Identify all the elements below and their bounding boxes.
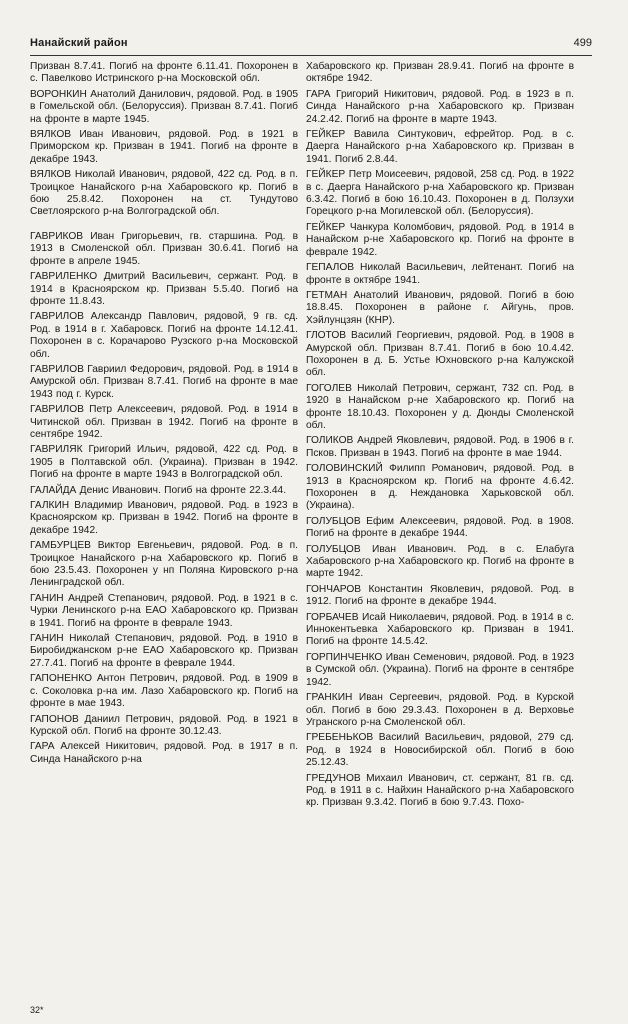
entry-paragraph: Призван 8.7.41. Погиб на фронте 6.11.41. Похоронен в с. Павелково Истринского р-на Московской обл.: [30, 61, 298, 85]
entry-paragraph: ГРЕБЕНЬКОВ Василий Васильевич, рядовой, 279 сд. Род. в 1924 в Новосибирской обл. Погиб в бою 25.12.43.: [306, 732, 574, 769]
page-number: 499: [573, 37, 592, 49]
entry-paragraph: ГАРА Алексей Никитович, рядовой. Род. в 1917 в п. Синда Нанайского р-на: [30, 741, 298, 765]
entry-paragraph: ГАНИН Андрей Степанович, рядовой. Род. в 1921 в с. Чурки Ленинского р-на ЕАО Хабаровского кр. Призван в 1941. Погиб на фронте в феврале 1943.: [30, 592, 298, 629]
entry-paragraph: ГАПОНЕНКО Антон Петрович, рядовой. Род. в 1909 в с. Соколовка р-на им. Лазо Хабаровского кр. Погиб на фронте в мае 1943.: [30, 673, 298, 710]
entry-paragraph: ГАРА Григорий Никитович, рядовой. Род. в 1923 в п. Синда Нанайского р-на Хабаровского кр. Призван 24.2.42. Погиб на фронте в марте 1943.: [306, 88, 574, 125]
entry-paragraph: ГЕТМАН Анатолий Иванович, рядовой. Погиб в бою 18.8.45. Похоронен в районе г. Айгунь, пров. Хэйлунцзян (КНР).: [306, 289, 574, 326]
entry-paragraph: ГОЛУБЦОВ Иван Иванович. Род. в с. Елабуга Хабаровского р-на Хабаровского кр. Погиб на фронте в марте 1942.: [306, 543, 574, 580]
left-column: [30, 61, 298, 1006]
entry-paragraph: ГОЛУБЦОВ Ефим Алексеевич, рядовой. Род. в 1908. Погиб на фронте в декабре 1944.: [306, 515, 574, 540]
entry-paragraph: ГОРПИНЧЕНКО Иван Семенович, рядовой. Род. в 1923 в Сумской обл. (Украина). Погиб на фронте в сентябре 1942.: [306, 651, 574, 688]
entry-paragraph: ВЯЛКОВ Иван Иванович, рядовой. Род. в 1921 в Приморском кр. Призван в 1941. Погиб на фронте в декабре 1943.: [30, 129, 298, 165]
entry-paragraph: ГРЕДУНОВ Михаил Иванович, ст. сержант, 81 гв. сд. Род. в 1911 в с. Найхин Нанайского р-на Хабаровского кр. Призван 9.3.42. Погиб в бою 9.7.43. Похо-: [306, 772, 574, 809]
entry-paragraph: Хабаровского кр. Призван 28.9.41. Погиб на фронте в октябре 1942.: [306, 61, 574, 85]
entry-paragraph: ГЛОТОВ Василий Георгиевич, рядовой. Род. в 1908 в Амурской обл. Призван 8.7.41. Погиб в бою 10.4.42. Похоронен в д. Б. Устье Юхновского р-на Калужской обл.: [306, 330, 574, 379]
entry-paragraph: ГЕЙКЕР Вавила Синтукович, ефрейтор. Род. в с. Даерга Нанайского р-на Хабаровского кр. Призван в 1941. Погиб 2.8.44.: [306, 129, 574, 165]
running-header-title: Нанайский район: [30, 37, 128, 49]
entry-paragraph: ГАПОНОВ Даниил Петрович, рядовой. Род. в 1921 в Курской обл. Погиб на фронте 30.12.43.: [30, 713, 298, 737]
entry-paragraph: ГАВРИЛЯК Григорий Ильич, рядовой, 422 сд. Род. в 1905 в Полтавской обл. (Украина). Призван в 1942. Погиб на фронте в марте 1943 в Волгоградской обл.: [30, 444, 298, 481]
entry-paragraph: ГАНИН Николай Степанович, рядовой. Род. в 1910 в Биробиджанском р-не ЕАО Хабаровского кр. Призван 27.7.41. Погиб на фронте в феврале 1944.: [30, 633, 298, 669]
entry-paragraph: ГАВРИЛОВ Гавриил Федорович, рядовой. Род. в 1914 в Амурской обл. Призван 8.7.41. Погиб на фронте в мае 1943 под г. Курск.: [30, 363, 298, 400]
header-rule: [30, 55, 592, 56]
entry-paragraph: ГАЛАЙДА Денис Иванович. Погиб на фронте 22.3.44.: [30, 484, 287, 496]
entry-paragraph: ГОРБАЧЕВ Исай Николаевич, рядовой. Род. в 1914 в с. Иннокентьевка Хабаровского кр. Призван в 1941. Погиб на фронте 14.5.42.: [306, 611, 574, 648]
entry-paragraph: ГЕЙКЕР Петр Моисеевич, рядовой, 258 сд. Род. в 1922 в с. Даерга Нанайского р-на Хабаровского кр. Призван 6.3.42. Погиб в бою 16.10.43. Похоронен в д. Ползухи Горецкого р-на Могилевской обл. (Белоруссия).: [306, 169, 574, 218]
entry-paragraph: ГРАНКИН Иван Сергеевич, рядовой. Род. в Курской обл. Погиб в бою 29.3.43. Похоронен в д. Верховье Угранского р-на Смоленской обл.: [306, 692, 574, 728]
entry-paragraph: ВОРОНКИН Анатолий Данилович, рядовой. Род. в 1905 в Гомельской обл. (Белоруссия). Призван 8.7.41. Погиб на фронте в марте 1945.: [30, 88, 298, 125]
entry-paragraph: ВЯЛКОВ Николай Иванович, рядовой, 422 сд. Род. в п. Троицкое Нанайского р-на Хабаровского кр. Погиб в бою 25.8.42. Похоронен на ст. Тундутово Светлоярского р-на Волгоградской обл.: [30, 169, 298, 218]
right-column: [306, 61, 574, 1006]
entry-paragraph: ГЕПАЛОВ Николай Васильевич, лейтенант. Погиб на фронте в октябре 1941.: [306, 262, 574, 286]
entry-paragraph: ГОЛИКОВ Андрей Яковлевич, рядовой. Род. в 1906 в г. Псков. Призван в 1943. Погиб на фронте в мае 1944.: [306, 435, 574, 459]
entry-paragraph: ГОЛОВИНСКИЙ Филипп Романович, рядовой. Род. в 1913 в Красноярском кр. Погиб на фронте 4.6.42. Похоронен в д. Неждановка Харьковской обл. (Украина).: [306, 463, 574, 512]
entry-paragraph: ГАМБУРЦЕВ Виктор Евгеньевич, рядовой. Род. в п. Троицкое Нанайского р-на Хабаровского кр. Погиб в бою 23.5.43. Похоронен у нп Поляна Кировского р-на Ленинградской обл.: [30, 540, 298, 589]
signature-mark: 32*: [30, 1005, 44, 1015]
entry-paragraph: ГАВРИКОВ Иван Григорьевич, гв. старшина. Род. в 1913 в Смоленской обл. Призван 30.6.41. Погиб на фронте в апреле 1945.: [30, 230, 298, 267]
entry-paragraph: ГАВРИЛОВ Петр Алексеевич, рядовой. Род. в 1914 в Читинской обл. Призван в 1942. Погиб на фронте в сентябре 1942.: [30, 404, 298, 440]
entry-paragraph: ГОНЧАРОВ Константин Яковлевич, рядовой. Род. в 1912. Погиб на фронте в декабре 1944.: [306, 583, 574, 608]
entry-paragraph: ГАЛКИН Владимир Иванович, рядовой. Род. в 1923 в Красноярском кр. Призван в 1942. Погиб на фронте в декабре 1942.: [30, 500, 298, 536]
entry-paragraph: ГОГОЛЕВ Николай Петрович, сержант, 732 сп. Род. в 1920 в Нанайском р-не Хабаровского кр. Погиб на фронте 18.10.43. Похоронен у д. Дюнды Смоленской обл.: [306, 382, 574, 431]
entry-paragraph: ГАВРИЛЕНКО Дмитрий Васильевич, сержант. Род. в 1914 в Красноярском кр. Призван 5.5.40. Погиб на фронте 11.8.43.: [30, 271, 298, 307]
entry-paragraph: ГАВРИЛОВ Александр Павлович, рядовой, 9 гв. сд. Род. в 1914 в г. Хабаровск. Погиб на фронте 14.12.41. Похоронен в с. Корачарово Рузского р-на Московской обл.: [30, 311, 298, 360]
entry-paragraph: ГЕЙКЕР Чанкура Коломбович, рядовой. Род. в 1914 в Нанайском р-не Хабаровского кр. Погиб на фронте в феврале 1942.: [306, 221, 574, 258]
